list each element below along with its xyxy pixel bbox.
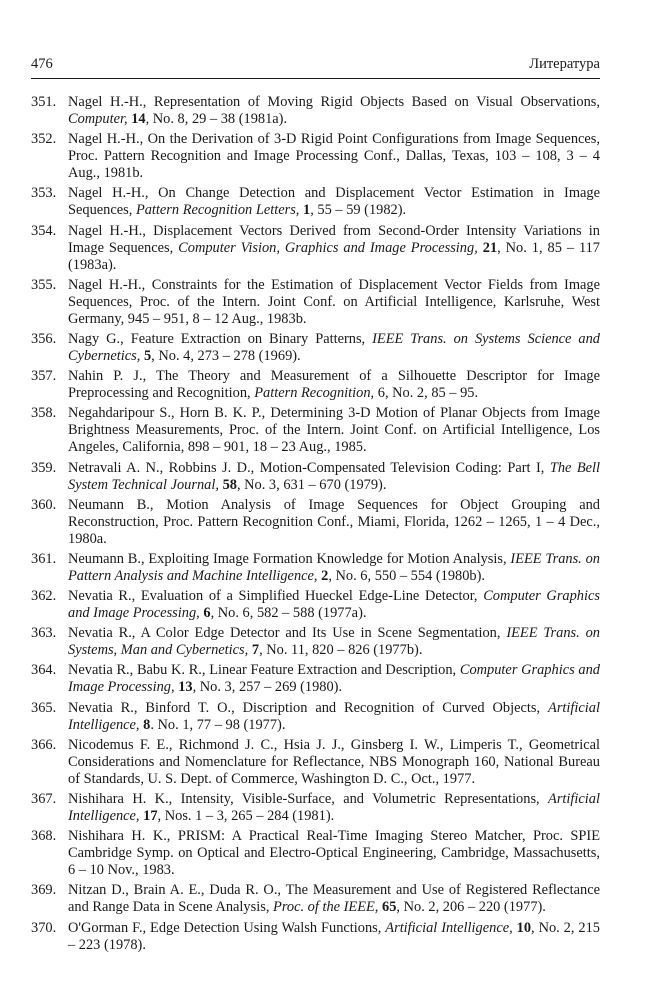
reference-list bbox=[31, 94, 600, 957]
reference-text: Negahdaripour S., Horn B. K. P., Determining 3-D Motion of Planar Objects from Image Brightness Measurements, Proc. of the Intern. Joint Conf. on Artificial Intelligence, Los Angeles, California, 898 – 901, 18 – 23 Aug., 1985. bbox=[68, 405, 600, 456]
reference-number: 356. bbox=[31, 330, 57, 347]
page-number: 476 bbox=[31, 56, 53, 72]
reference-text: Nagel H.-H., Constraints for the Estimation of Displacement Vector Fields from Image Sequences, Proc. of the Intern. Joint Conf. on Artificial Intelligence, Karlsruhe, West Germany, 945 – 951, 8 – 12 Aug., 1983b. bbox=[68, 276, 600, 327]
reference-entry bbox=[31, 662, 600, 696]
reference-number: 358. bbox=[31, 405, 57, 422]
reference-entry bbox=[31, 588, 600, 622]
reference-entry bbox=[31, 405, 600, 456]
reference-number: 364. bbox=[31, 662, 57, 679]
reference-text: Nevatia R., Evaluation of a Simplified Hueckel Edge-Line Detector, Computer Graphics and Image Processing, 6, No. 6, 582 – 588 (1977a). bbox=[68, 588, 600, 622]
reference-text: Netravali A. N., Robbins J. D., Motion-Compensated Television Coding: Part I, The Bell System Technical Journal, 58, No. 3, 631 – 670 (1979). bbox=[68, 459, 601, 493]
reference-entry bbox=[31, 791, 600, 825]
reference-number: 362. bbox=[31, 588, 57, 605]
reference-text: Nahin P. J., The Theory and Measurement of a Silhouette Descriptor for Image Preprocessing and Recognition, Pattern Recognition, 6, No. 2, 85 – 95. bbox=[68, 368, 600, 402]
reference-entry bbox=[31, 185, 600, 219]
reference-entry bbox=[31, 551, 600, 585]
reference-number: 363. bbox=[31, 625, 57, 642]
reference-text: O'Gorman F., Edge Detection Using Walsh Functions, Artificial Intelligence, 10, No. 2, 215 – 223 (1978). bbox=[68, 919, 600, 953]
reference-number: 369. bbox=[31, 882, 57, 899]
reference-text: Nagel H.-H., On the Derivation of 3-D Rigid Point Configurations from Image Sequences, Proc. Pattern Recognition and Image Processing Conf., Dallas, Texas, 103 – 108, 3 – 4 Aug., 1981b. bbox=[68, 131, 600, 182]
reference-text: Nevatia R., Babu K. R., Linear Feature Extraction and Description, Computer Graphics and Image Processing, 13, No. 3, 257 – 269 (1980). bbox=[68, 662, 600, 696]
reference-number: 368. bbox=[31, 828, 57, 845]
reference-entry bbox=[31, 94, 600, 128]
reference-text: Nicodemus F. E., Richmond J. C., Hsia J. J., Ginsberg I. W., Limperis T., Geometrical Considerations and Nomenclature for Reflectance, NBS Monograph 160, National Bureau of Standards, U. S. Dept. of Commerce, Washington D. C., Oct., 1977. bbox=[68, 736, 600, 787]
reference-entry bbox=[31, 131, 600, 182]
reference-number: 351. bbox=[31, 94, 57, 110]
reference-number: 355. bbox=[31, 276, 57, 293]
reference-entry bbox=[31, 497, 600, 548]
reference-text: Nagel H.-H., Representation of Moving Rigid Objects Based on Visual Observations, Computer, 14, No. 8, 29 – 38 (1981a). bbox=[68, 94, 600, 127]
reference-number: 370. bbox=[31, 919, 57, 936]
reference-text: Neumann B., Motion Analysis of Image Sequences for Object Grouping and Reconstruction, Proc. Pattern Recognition Conf., Miami, Florida, 1262 – 1265, 1 – 4 Dec., 1980a. bbox=[68, 496, 600, 547]
reference-entry bbox=[31, 828, 600, 879]
reference-entry bbox=[31, 223, 600, 274]
reference-text: Neumann B., Exploiting Image Formation Knowledge for Motion Analysis, IEEE Trans. on Pattern Analysis and Machine Intelligence, 2, No. 6, 550 – 554 (1980b). bbox=[68, 550, 600, 584]
reference-text: Nevatia R., Binford T. O., Discription and Recognition of Curved Objects, Artificial Intelligence, 8. No. 1, 77 – 98 (1977). bbox=[68, 699, 600, 733]
reference-number: 361. bbox=[31, 550, 57, 567]
header-rule bbox=[31, 78, 600, 79]
reference-text: Nitzan D., Brain A. E., Duda R. O., The Measurement and Use of Registered Reflectance and Range Data in Scene Analysis, Proc. of the IEEE, 65, No. 2, 206 – 220 (1977). bbox=[68, 882, 600, 916]
reference-number: 367. bbox=[31, 791, 57, 807]
reference-entry bbox=[31, 700, 600, 734]
reference-text: Nagy G., Feature Extraction on Binary Patterns, IEEE Trans. on Systems Science and Cybernetics, 5, No. 4, 273 – 278 (1969). bbox=[68, 330, 600, 364]
reference-entry bbox=[31, 920, 600, 954]
reference-text: Nagel H.-H., Displacement Vectors Derived from Second-Order Intensity Variations in Image Sequences, Computer Vision, Graphics and Image Processing, 21, No. 1, 85 – 117 (1983a). bbox=[68, 222, 601, 273]
section-title: Литература bbox=[529, 56, 600, 72]
reference-number: 360. bbox=[31, 496, 57, 513]
reference-text: Nagel H.-H., On Change Detection and Displacement Vector Estimation in Image Sequences, Pattern Recognition Letters, 1, 55 – 59 (1982). bbox=[68, 185, 600, 219]
reference-number: 357. bbox=[31, 368, 57, 385]
reference-entry bbox=[31, 737, 600, 788]
reference-number: 366. bbox=[31, 736, 57, 753]
reference-entry bbox=[31, 460, 600, 494]
reference-entry bbox=[31, 331, 600, 365]
reference-entry bbox=[31, 882, 600, 916]
reference-number: 359. bbox=[31, 459, 57, 476]
reference-number: 365. bbox=[31, 699, 57, 716]
reference-entry bbox=[31, 368, 600, 402]
page-header bbox=[31, 56, 600, 73]
reference-entry bbox=[31, 277, 600, 328]
reference-number: 352. bbox=[31, 131, 57, 148]
reference-text: Nishihara H. K., Intensity, Visible-Surface, and Volumetric Representations, Artificial Intelligence, 17, Nos. 1 – 3, 265 – 284 (1981). bbox=[68, 791, 600, 824]
reference-number: 353. bbox=[31, 185, 57, 202]
reference-number: 354. bbox=[31, 222, 57, 239]
reference-text: Nevatia R., A Color Edge Detector and Its Use in Scene Segmentation, IEEE Trans. on Systems, Man and Cybernetics, 7, No. 11, 820 – 826 (1977b). bbox=[68, 625, 600, 659]
reference-text: Nishihara H. K., PRISM: A Practical Real-Time Imaging Stereo Matcher, Proc. SPIE Cambridge Symp. on Optical and Electro-Optical Engineering, Cambridge, Massachusetts, 6 – 10 Nov., 1983. bbox=[68, 828, 600, 879]
reference-entry bbox=[31, 625, 600, 659]
